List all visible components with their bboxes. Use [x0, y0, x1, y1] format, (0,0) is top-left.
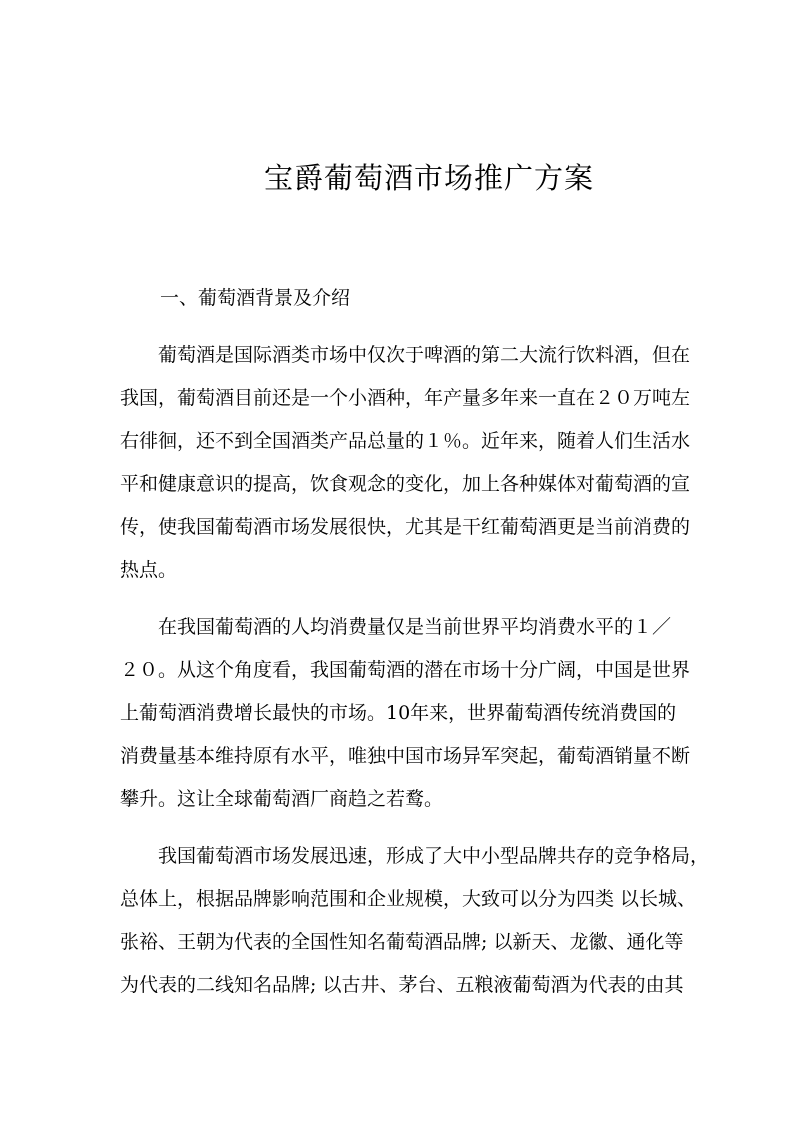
text-line: 总体上，根据品牌影响范围和企业规模，大致可以分为四类 以长城、 [120, 888, 697, 910]
document-title: 宝爵葡萄酒市场推广方案 [263, 161, 594, 195]
text-line: 热点。 [120, 559, 178, 581]
text-line: 攀升。这让全球葡萄酒厂商趋之若鹜。 [120, 788, 444, 810]
text-line: 我国，葡萄酒目前还是一个小酒种，年产量多年来一直在２０万吨左 [120, 387, 691, 409]
text-line: 葡萄酒是国际酒类市场中仅次于啤酒的第二大流行饮料酒，但在 [120, 344, 691, 366]
text-line: 我国葡萄酒市场发展迅速，形成了大中小型品牌共存的竞争格局， [120, 845, 710, 867]
text-line: 右徘徊，还不到全国酒类产品总量的１％。近年来，随着人们生活水 [120, 430, 691, 452]
text-line: 传，使我国葡萄酒市场发展很快，尤其是干红葡萄酒更是当前消费的 [120, 516, 691, 538]
text-line: 张裕、王朝为代表的全国性知名葡萄酒品牌; 以新天、龙徽、通化等 [120, 931, 684, 953]
text-line: 消费量基本维持原有水平，唯独中国市场异军突起，葡萄酒销量不断 [120, 745, 691, 767]
text-line: 在我国葡萄酒的人均消费量仅是当前世界平均消费水平的１／ [120, 616, 672, 638]
text-line: 平和健康意识的提高，饮食观念的变化，加上各种媒体对葡萄酒的宣 [120, 473, 691, 495]
text-line: 上葡萄酒消费增长最快的市场。10年来，世界葡萄酒传统消费国的 [120, 702, 677, 724]
text-line: ２０。从这个角度看，我国葡萄酒的潜在市场十分广阔，中国是世界 [120, 659, 691, 681]
text-line: 为代表的二线知名品牌; 以古井、茅台、五粮液葡萄酒为代表的由其 [120, 974, 684, 996]
section-heading: 一、葡萄酒背景及介绍 [160, 287, 351, 309]
